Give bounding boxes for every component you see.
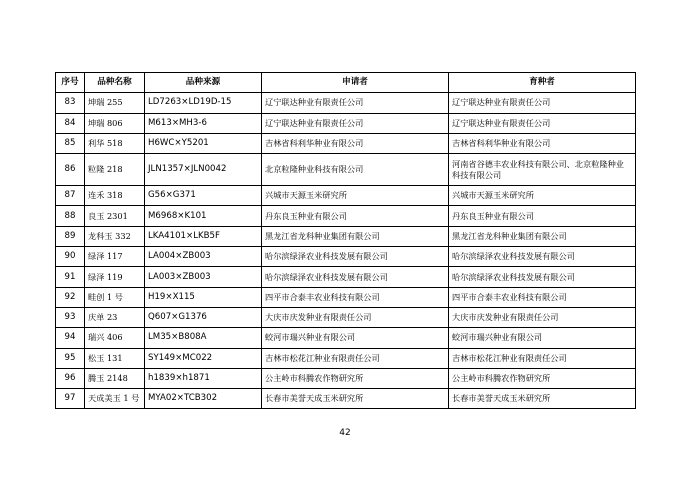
cell-applicant: 丹东良玉种业有限公司	[262, 206, 449, 226]
cell-breeder: 河南省谷德丰农业科技有限公司、北京粒隆种业科技有限公司	[449, 154, 636, 186]
header-applicant: 申请者	[262, 73, 449, 93]
cell-breeder: 吉林市松花江种业有限责任公司	[449, 348, 636, 368]
cell-applicant: 四平市合泰丰农业科技有限公司	[262, 287, 449, 307]
cell-no: 83	[56, 93, 85, 113]
cell-breeder: 吉林省科利华种业有限公司	[449, 133, 636, 153]
cell-applicant: 公主岭市科腾农作物研究所	[262, 368, 449, 388]
table-row	[56, 368, 636, 388]
cell-breeder: 大庆市庆发种业有限责任公司	[449, 307, 636, 327]
cell-no: 89	[56, 226, 85, 246]
cell-variety-name: 绿泽 117	[85, 247, 145, 267]
cell-breeder: 哈尔滨绿泽农业科技发展有限公司	[449, 267, 636, 287]
cell-variety-source: H19×X115	[145, 287, 262, 307]
cell-applicant: 哈尔滨绿泽农业科技发展有限公司	[262, 267, 449, 287]
cell-applicant: 哈尔滨绿泽农业科技发展有限公司	[262, 247, 449, 267]
cell-variety-name: 天成美玉 1 号	[85, 389, 145, 409]
cell-breeder: 辽宁联达种业有限责任公司	[449, 93, 636, 113]
cell-breeder: 长春市美誉天成玉米研究所	[449, 389, 636, 409]
cell-no: 88	[56, 206, 85, 226]
cell-breeder: 哈尔滨绿泽农业科技发展有限公司	[449, 247, 636, 267]
cell-no: 97	[56, 389, 85, 409]
table-row	[56, 113, 636, 133]
table-row	[56, 348, 636, 368]
header-source: 品种来源	[145, 73, 262, 93]
cell-variety-source: H6WC×Y5201	[145, 133, 262, 153]
cell-variety-source: LKA4101×LKB5F	[145, 226, 262, 246]
table-row	[56, 93, 636, 113]
cell-variety-source: LM35×B808A	[145, 328, 262, 348]
cell-breeder: 四平市合泰丰农业科技有限公司	[449, 287, 636, 307]
cell-no: 90	[56, 247, 85, 267]
cell-applicant: 吉林市松花江种业有限责任公司	[262, 348, 449, 368]
cell-variety-name: 良玉 2301	[85, 206, 145, 226]
cell-no: 87	[56, 186, 85, 206]
cell-variety-name: 龙科玉 332	[85, 226, 145, 246]
header-breeder: 育种者	[449, 73, 636, 93]
cell-no: 91	[56, 267, 85, 287]
variety-table	[55, 72, 636, 409]
header-no: 序号	[56, 73, 85, 93]
cell-variety-source: SY149×MC022	[145, 348, 262, 368]
cell-applicant: 黑龙江省龙科种业集团有限公司	[262, 226, 449, 246]
cell-breeder: 黑龙江省龙科种业集团有限公司	[449, 226, 636, 246]
table-row	[56, 154, 636, 186]
cell-variety-source: G56×G371	[145, 186, 262, 206]
cell-variety-source: LA004×ZB003	[145, 247, 262, 267]
cell-no: 96	[56, 368, 85, 388]
cell-no: 84	[56, 113, 85, 133]
cell-variety-name: 绿泽 119	[85, 267, 145, 287]
cell-variety-source: Q607×G1376	[145, 307, 262, 327]
table-row	[56, 307, 636, 327]
cell-variety-name: 连禾 318	[85, 186, 145, 206]
table-row	[56, 247, 636, 267]
cell-variety-name: 利华 518	[85, 133, 145, 153]
cell-variety-name: 畦创 1 号	[85, 287, 145, 307]
cell-breeder: 公主岭市科腾农作物研究所	[449, 368, 636, 388]
cell-no: 95	[56, 348, 85, 368]
cell-applicant: 北京粒隆种业科技有限公司	[262, 154, 449, 186]
cell-applicant: 长春市美誉天成玉米研究所	[262, 389, 449, 409]
cell-variety-source: M613×MH3-6	[145, 113, 262, 133]
cell-breeder: 蛟河市瑞兴种业有限公司	[449, 328, 636, 348]
cell-breeder: 丹东良玉种业有限公司	[449, 206, 636, 226]
cell-variety-name: 庆单 23	[85, 307, 145, 327]
cell-breeder: 兴城市天源玉米研究所	[449, 186, 636, 206]
table-body	[56, 93, 636, 409]
cell-no: 94	[56, 328, 85, 348]
table-row	[56, 389, 636, 409]
cell-applicant: 辽宁联达种业有限责任公司	[262, 113, 449, 133]
cell-variety-source: LA003×ZB003	[145, 267, 262, 287]
table-row	[56, 267, 636, 287]
cell-variety-source: h1839×h1871	[145, 368, 262, 388]
header-name: 品种名称	[85, 73, 145, 93]
cell-breeder: 辽宁联达种业有限责任公司	[449, 113, 636, 133]
page-number: 42	[339, 428, 351, 438]
cell-variety-name: 粒隆 218	[85, 154, 145, 186]
table-row	[56, 287, 636, 307]
table-header-row	[56, 73, 636, 93]
cell-applicant: 兴城市天源玉米研究所	[262, 186, 449, 206]
cell-variety-source: JLN1357×JLN0042	[145, 154, 262, 186]
cell-variety-name: 腾玉 2148	[85, 368, 145, 388]
cell-no: 93	[56, 307, 85, 327]
table-row	[56, 186, 636, 206]
table-row	[56, 328, 636, 348]
table-row	[56, 226, 636, 246]
table-row	[56, 206, 636, 226]
cell-variety-source: M6968×K101	[145, 206, 262, 226]
cell-applicant: 大庆市庆发种业有限责任公司	[262, 307, 449, 327]
cell-variety-name: 坤瑞 806	[85, 113, 145, 133]
cell-variety-source: MYA02×TCB302	[145, 389, 262, 409]
cell-applicant: 辽宁联达种业有限责任公司	[262, 93, 449, 113]
cell-no: 86	[56, 154, 85, 186]
cell-no: 85	[56, 133, 85, 153]
table-row	[56, 133, 636, 153]
cell-variety-name: 坤瑞 255	[85, 93, 145, 113]
cell-variety-name: 松玉 131	[85, 348, 145, 368]
cell-applicant: 蛟河市瑞兴种业有限公司	[262, 328, 449, 348]
cell-variety-name: 瑞兴 406	[85, 328, 145, 348]
cell-variety-source: LD7263×LD19D-15	[145, 93, 262, 113]
cell-no: 92	[56, 287, 85, 307]
cell-applicant: 吉林省科利华种业有限公司	[262, 133, 449, 153]
